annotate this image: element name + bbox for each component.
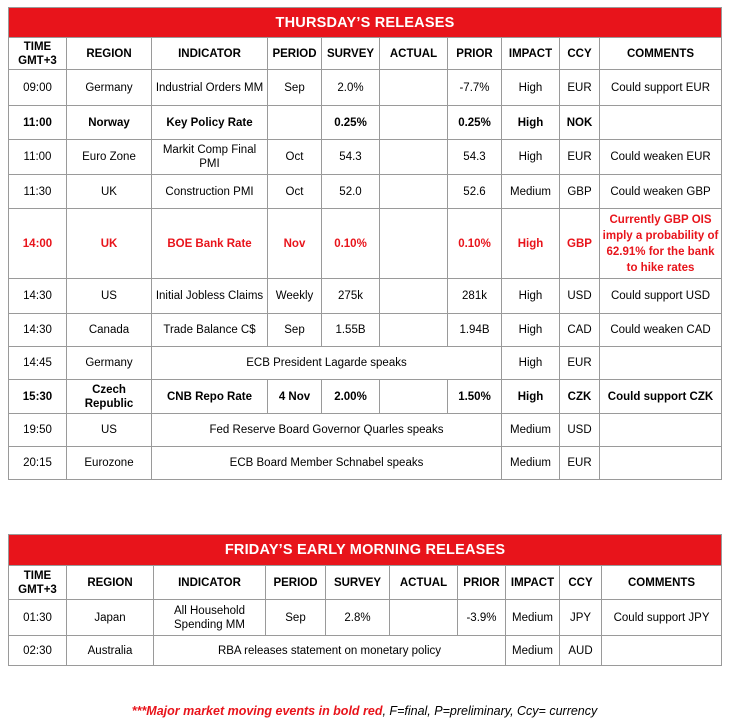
period-cell — [268, 106, 322, 140]
header-period: PERIOD — [266, 566, 326, 600]
header-ccy: CCY — [560, 38, 600, 70]
impact-cell: High — [502, 106, 560, 140]
region-cell: Australia — [67, 636, 154, 666]
impact-cell: High — [502, 347, 560, 380]
survey-cell: 2.00% — [322, 380, 380, 414]
ccy-cell: GBP — [560, 175, 600, 209]
thursday-title: THURSDAY’S RELEASES — [9, 8, 722, 38]
header-impact: IMPACT — [506, 566, 560, 600]
actual-cell — [380, 209, 448, 279]
comments-cell: Could weaken GBP — [600, 175, 722, 209]
region-cell: Eurozone — [67, 447, 152, 480]
survey-cell: 0.25% — [322, 106, 380, 140]
ccy-cell: AUD — [560, 636, 602, 666]
ccy-cell: EUR — [560, 70, 600, 106]
ccy-cell: USD — [560, 414, 600, 447]
table-row — [9, 347, 722, 380]
table-row — [9, 600, 722, 636]
impact-cell: Medium — [506, 636, 560, 666]
header-indicator: INDICATOR — [154, 566, 266, 600]
impact-cell: High — [502, 140, 560, 175]
table-row — [9, 106, 722, 140]
indicator-cell: Markit Comp Final PMI — [152, 140, 268, 175]
ccy-cell: JPY — [560, 600, 602, 636]
impact-cell: High — [502, 209, 560, 279]
period-cell: Oct — [268, 175, 322, 209]
period-cell: Sep — [268, 70, 322, 106]
time-cell: 15:30 — [9, 380, 67, 414]
actual-cell — [380, 279, 448, 314]
time-cell: 01:30 — [9, 600, 67, 636]
actual-cell — [380, 70, 448, 106]
header-actual: ACTUAL — [380, 38, 448, 70]
friday-title: FRIDAY’S EARLY MORNING RELEASES — [9, 535, 722, 566]
prior-cell: 52.6 — [448, 175, 502, 209]
actual-cell — [390, 600, 458, 636]
comments-cell — [600, 447, 722, 480]
period-cell: 4 Nov — [268, 380, 322, 414]
indicator-cell: CNB Repo Rate — [152, 380, 268, 414]
time-cell: 14:30 — [9, 279, 67, 314]
header-prior: PRIOR — [448, 38, 502, 70]
actual-cell — [380, 380, 448, 414]
ccy-cell: CZK — [560, 380, 600, 414]
header-row — [9, 566, 722, 600]
table-row — [9, 414, 722, 447]
time-cell: 20:15 — [9, 447, 67, 480]
region-cell: Canada — [67, 314, 152, 347]
prior-cell: -3.9% — [458, 600, 506, 636]
comments-cell: Could weaken EUR — [600, 140, 722, 175]
header-actual: ACTUAL — [390, 566, 458, 600]
comments-cell — [602, 636, 722, 666]
region-cell: Czech Republic — [67, 380, 152, 414]
table-row — [9, 636, 722, 666]
impact-cell: Medium — [502, 447, 560, 480]
impact-cell: Medium — [506, 600, 560, 636]
region-cell: US — [67, 414, 152, 447]
header-survey: SURVEY — [322, 38, 380, 70]
prior-cell: 54.3 — [448, 140, 502, 175]
comments-cell — [600, 106, 722, 140]
indicator-cell: Initial Jobless Claims — [152, 279, 268, 314]
prior-cell: 0.25% — [448, 106, 502, 140]
period-cell: Sep — [266, 600, 326, 636]
ccy-cell: CAD — [560, 314, 600, 347]
header-time: TIME GMT+3 — [9, 38, 67, 70]
survey-cell: 54.3 — [322, 140, 380, 175]
table-row — [9, 447, 722, 480]
thursday-releases-table — [8, 7, 722, 480]
actual-cell — [380, 106, 448, 140]
comments-cell — [600, 347, 722, 380]
impact-cell: High — [502, 70, 560, 106]
region-cell: UK — [67, 209, 152, 279]
table-row — [9, 70, 722, 106]
time-cell: 11:00 — [9, 106, 67, 140]
header-region: REGION — [67, 566, 154, 600]
header-time: TIME GMT+3 — [9, 566, 67, 600]
indicator-cell: Trade Balance C$ — [152, 314, 268, 347]
time-cell: 02:30 — [9, 636, 67, 666]
header-ccy: CCY — [560, 566, 602, 600]
table-row — [9, 380, 722, 414]
actual-cell — [380, 175, 448, 209]
table-row — [9, 279, 722, 314]
event-cell: RBA releases statement on monetary policy — [154, 636, 506, 666]
actual-cell — [380, 314, 448, 347]
indicator-cell: BOE Bank Rate — [152, 209, 268, 279]
table-row — [9, 209, 722, 279]
region-cell: Euro Zone — [67, 140, 152, 175]
survey-cell: 0.10% — [322, 209, 380, 279]
region-cell: Norway — [67, 106, 152, 140]
time-cell: 09:00 — [9, 70, 67, 106]
time-cell: 14:45 — [9, 347, 67, 380]
header-period: PERIOD — [268, 38, 322, 70]
header-comments: COMMENTS — [602, 566, 722, 600]
impact-cell: Medium — [502, 175, 560, 209]
header-prior: PRIOR — [458, 566, 506, 600]
event-cell: ECB President Lagarde speaks — [152, 347, 502, 380]
comments-cell: Could support EUR — [600, 70, 722, 106]
prior-cell: 1.94B — [448, 314, 502, 347]
indicator-cell: Construction PMI — [152, 175, 268, 209]
survey-cell: 275k — [322, 279, 380, 314]
survey-cell: 52.0 — [322, 175, 380, 209]
prior-cell: -7.7% — [448, 70, 502, 106]
period-cell: Nov — [268, 209, 322, 279]
table-row — [9, 314, 722, 347]
ccy-cell: EUR — [560, 347, 600, 380]
impact-cell: High — [502, 279, 560, 314]
header-region: REGION — [67, 38, 152, 70]
region-cell: UK — [67, 175, 152, 209]
prior-cell: 0.10% — [448, 209, 502, 279]
table-row — [9, 175, 722, 209]
region-cell: Japan — [67, 600, 154, 636]
ccy-cell: EUR — [560, 140, 600, 175]
region-cell: Germany — [67, 70, 152, 106]
ccy-cell: USD — [560, 279, 600, 314]
period-cell: Oct — [268, 140, 322, 175]
time-cell: 14:00 — [9, 209, 67, 279]
prior-cell: 281k — [448, 279, 502, 314]
comments-cell: Could support CZK — [600, 380, 722, 414]
survey-cell: 2.8% — [326, 600, 390, 636]
impact-cell: High — [502, 380, 560, 414]
prior-cell: 1.50% — [448, 380, 502, 414]
event-cell: Fed Reserve Board Governor Quarles speaks — [152, 414, 502, 447]
survey-cell: 2.0% — [322, 70, 380, 106]
footnote — [0, 704, 729, 718]
footnote-major: ***Major market moving events in bold red — [131, 704, 383, 718]
time-cell: 19:50 — [9, 414, 67, 447]
friday-releases-table — [8, 534, 722, 666]
comments-cell: Could weaken CAD — [600, 314, 722, 347]
survey-cell: 1.55B — [322, 314, 380, 347]
indicator-cell: Industrial Orders MM — [152, 70, 268, 106]
comments-cell — [600, 414, 722, 447]
header-survey: SURVEY — [326, 566, 390, 600]
impact-cell: High — [502, 314, 560, 347]
comments-cell: Currently GBP OIS imply a probability of 62.91% for the bank to hike rates — [600, 209, 722, 279]
header-indicator: INDICATOR — [152, 38, 268, 70]
ccy-cell: EUR — [560, 447, 600, 480]
header-comments: COMMENTS — [600, 38, 722, 70]
event-cell: ECB Board Member Schnabel speaks — [152, 447, 502, 480]
region-cell: Germany — [67, 347, 152, 380]
comments-cell: Could support USD — [600, 279, 722, 314]
header-row — [9, 38, 722, 70]
ccy-cell: NOK — [560, 106, 600, 140]
impact-cell: Medium — [502, 414, 560, 447]
comments-cell: Could support JPY — [602, 600, 722, 636]
header-impact: IMPACT — [502, 38, 560, 70]
footnote-legend: , F=final, P=preliminary, Ccy= currency — [382, 704, 598, 718]
region-cell: US — [67, 279, 152, 314]
table-row — [9, 140, 722, 175]
indicator-cell: Key Policy Rate — [152, 106, 268, 140]
indicator-cell: All Household Spending MM — [154, 600, 266, 636]
time-cell: 11:00 — [9, 140, 67, 175]
period-cell: Sep — [268, 314, 322, 347]
actual-cell — [380, 140, 448, 175]
time-cell: 11:30 — [9, 175, 67, 209]
time-cell: 14:30 — [9, 314, 67, 347]
period-cell: Weekly — [268, 279, 322, 314]
ccy-cell: GBP — [560, 209, 600, 279]
